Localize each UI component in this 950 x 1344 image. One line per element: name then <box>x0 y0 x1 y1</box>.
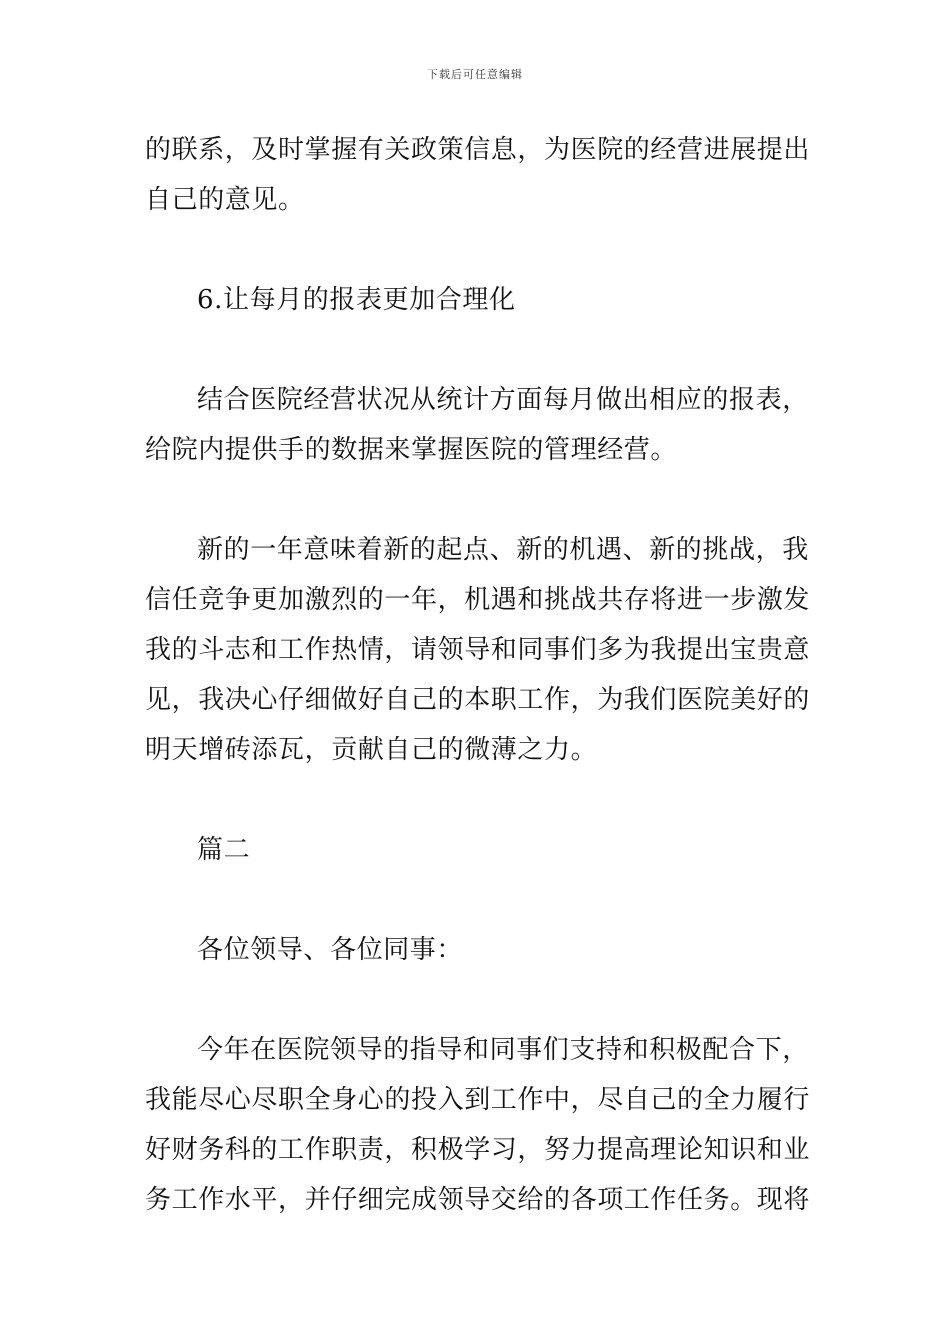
paragraph-gap <box>145 875 810 925</box>
paragraph-gap <box>145 975 810 1025</box>
text-line: 结合医院经营状况从统计方面每月做出相应的报表， <box>197 385 809 415</box>
text-line: 各位领导、各位同事： <box>197 935 464 965</box>
section-heading-part-two <box>145 825 810 875</box>
text-line: 新的一年意味着新的起点、新的机遇、新的挑战，我 <box>197 535 809 565</box>
text-line: 篇二 <box>197 835 251 865</box>
text-line: 6.让每月的报表更加合理化 <box>197 285 516 315</box>
text-line: 明天增砖添瓦，贡献自己的微薄之力。 <box>145 735 598 765</box>
paragraph-gap <box>145 475 810 525</box>
paragraph-report <box>145 375 810 475</box>
document-body <box>145 125 810 1225</box>
paragraph-gap <box>145 775 810 825</box>
text-line: 给院内提供手的数据来掌握医院的管理经营。 <box>145 435 678 465</box>
text-line: 好财务科的工作职责，积极学习，努力提高理论知识和业 <box>145 1135 811 1165</box>
paragraph-gap <box>145 325 810 375</box>
page-header-note: 下载后可任意编辑 <box>427 68 523 81</box>
text-line: 务工作水平，并仔细完成领导交给的各项工作任务。现将 <box>145 1185 811 1215</box>
text-line: 今年在医院领导的指导和同事们支持和积极配合下， <box>197 1035 809 1065</box>
text-line: 的联系，及时掌握有关政策信息，为医院的经营进展提出 <box>145 135 811 165</box>
text-line: 信任竞争更加激烈的一年，机遇和挑战共存将进一步激发 <box>145 585 811 615</box>
text-line: 我的斗志和工作热情，请领导和同事们多为我提出宝贵意 <box>145 635 811 665</box>
paragraph-continuation <box>145 125 810 225</box>
section-heading-6 <box>145 275 810 325</box>
paragraph-this-year <box>145 1025 810 1225</box>
text-line: 见，我决心仔细做好自己的本职工作，为我们医院美好的 <box>145 685 811 715</box>
paragraph-new-year <box>145 525 810 775</box>
paragraph-gap <box>145 225 810 275</box>
text-line: 自己的意见。 <box>145 185 305 215</box>
text-line: 我能尽心尽职全身心的投入到工作中，尽自己的全力履行 <box>145 1085 811 1115</box>
salutation <box>145 925 810 975</box>
